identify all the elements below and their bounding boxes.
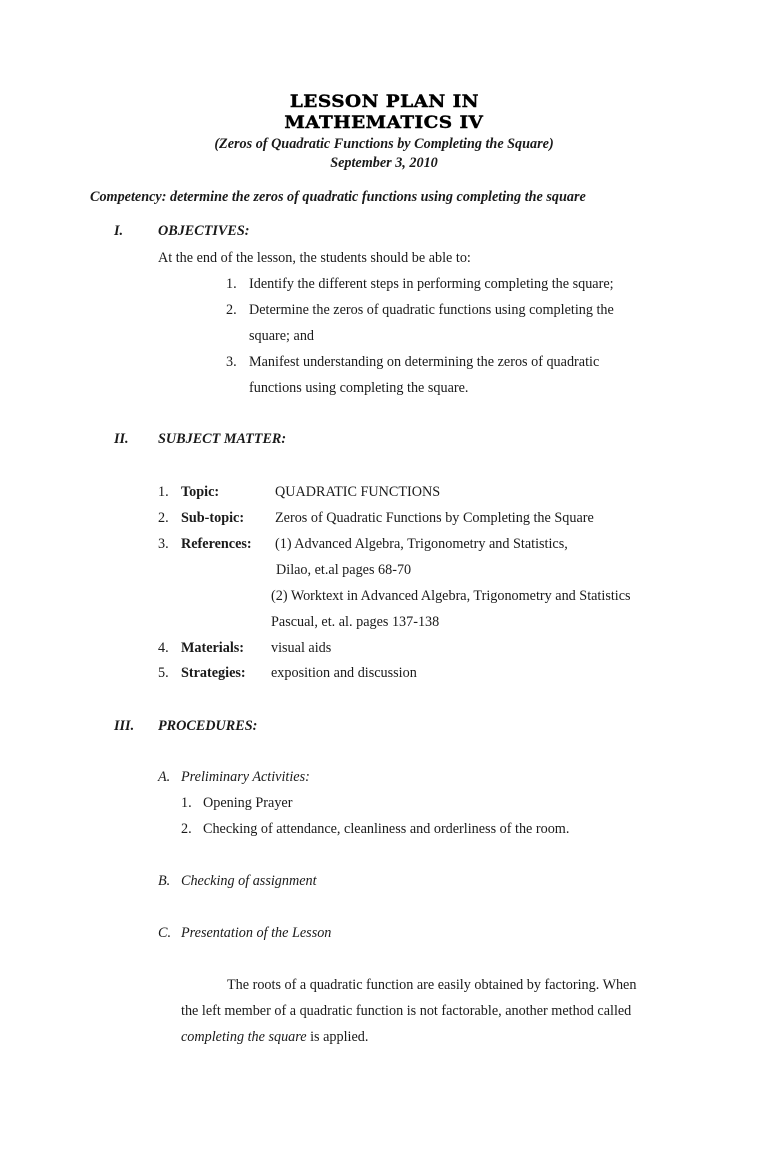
- objectives-intro: At the end of the lesson, the students should be able to:: [158, 250, 471, 266]
- subject-item-label-materials: Materials:: [181, 640, 245, 656]
- section-heading-procedures: PROCEDURES:: [158, 718, 258, 734]
- objective-text: Manifest understanding on determining the zeros of quadratic: [249, 354, 600, 370]
- section-numeral-objectives: I.: [114, 223, 124, 239]
- presentation-paragraph-line1: The roots of a quadratic function are easily obtained by factoring. When: [227, 977, 637, 993]
- reference-2-author: Pascual, et. al. pages 137-138: [271, 614, 440, 630]
- emphasis-completing-the-square: completing the square: [181, 1029, 307, 1045]
- section-numeral-subject-matter: II.: [114, 431, 129, 447]
- section-heading-subject-matter: SUBJECT MATTER:: [158, 431, 287, 447]
- preliminary-item-text: Opening Prayer: [203, 795, 293, 811]
- procedure-title-preliminary: Preliminary Activities:: [181, 769, 310, 785]
- reference-1-title: (1) Advanced Algebra, Trigonometry and Statistics,: [275, 536, 568, 552]
- competency-statement: Competency: determine the zeros of quadratic functions using completing the square: [90, 189, 586, 205]
- preliminary-item-text: Checking of attendance, cleanliness and orderliness of the room.: [203, 821, 570, 837]
- subject-item-value-subtopic: Zeros of Quadratic Functions by Completing the Square: [275, 510, 594, 526]
- procedure-title-presentation: Presentation of the Lesson: [181, 925, 332, 941]
- presentation-paragraph-line3: [181, 1030, 368, 1044]
- document-subtitle: (Zeros of Quadratic Functions by Completing the Square): [214, 136, 554, 152]
- objective-text: Identify the different steps in performing completing the square;: [249, 276, 614, 292]
- section-heading-objectives: OBJECTIVES:: [158, 223, 250, 239]
- objective-number: 3.: [226, 354, 237, 370]
- document-date: September 3, 2010: [330, 155, 438, 171]
- subject-item-number: 3.: [158, 536, 169, 552]
- objective-number: 2.: [226, 302, 237, 318]
- document-title-line2: MATHEMATICS IV: [284, 113, 484, 132]
- preliminary-item-number: 1.: [181, 795, 192, 811]
- reference-1-author: Dilao, et.al pages 68-70: [276, 562, 412, 578]
- subject-item-label-topic: Topic:: [181, 484, 220, 500]
- objective-text-continued: square; and: [249, 328, 315, 344]
- preliminary-item-number: 2.: [181, 821, 192, 837]
- reference-2-title: (2) Worktext in Advanced Algebra, Trigonometry and Statistics: [271, 588, 631, 604]
- procedure-letter: B.: [158, 873, 171, 889]
- subject-item-value-topic: QUADRATIC FUNCTIONS: [275, 484, 441, 500]
- subject-item-number: 4.: [158, 640, 169, 656]
- subject-item-label-references: References:: [181, 536, 252, 552]
- subject-item-label-subtopic: Sub-topic:: [181, 510, 245, 526]
- procedure-letter: C.: [158, 925, 172, 941]
- presentation-paragraph-line2: the left member of a quadratic function is not factorable, another method called: [181, 1003, 632, 1019]
- paragraph-text: is applied.: [306, 1029, 369, 1045]
- objective-number: 1.: [226, 276, 237, 292]
- procedure-letter: A.: [158, 769, 171, 785]
- procedure-title-checking-assignment: Checking of assignment: [181, 873, 317, 889]
- objective-text-continued: functions using completing the square.: [249, 380, 469, 396]
- subject-item-value-materials: visual aids: [271, 640, 332, 656]
- document-title-line1: LESSON PLAN IN: [289, 92, 479, 111]
- section-numeral-procedures: III.: [114, 718, 135, 734]
- subject-item-number: 1.: [158, 484, 169, 500]
- subject-item-value-strategies: exposition and discussion: [271, 665, 417, 681]
- subject-item-number: 5.: [158, 665, 169, 681]
- subject-item-label-strategies: Strategies:: [181, 665, 246, 681]
- subject-item-number: 2.: [158, 510, 169, 526]
- objective-text: Determine the zeros of quadratic functions using completing the: [249, 302, 614, 318]
